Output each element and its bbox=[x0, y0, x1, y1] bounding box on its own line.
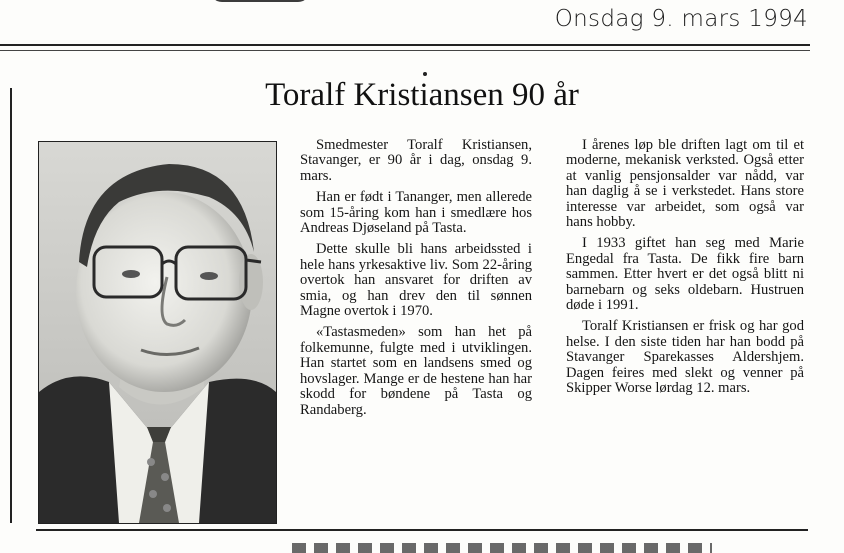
paragraph: Toralf Kristiansen er frisk og har god helse. I den siste tiden har han bodd på Stavanger Sparekasses Aldershjem. Dagen feires med slekt og venner på Skipper Worse lørdag 12. mars. bbox=[566, 318, 804, 397]
article-bottom-rule bbox=[36, 529, 808, 531]
next-article-fragment bbox=[292, 543, 712, 553]
header-rule-thin bbox=[0, 50, 810, 51]
paragraph: Smedmester Toralf Kristiansen, Stavanger, er 90 år i dag, onsdag 9. mars. bbox=[300, 137, 532, 184]
paragraph: Dette skulle bli hans arbeidssted i hele hans yrkesaktive liv. Som 22-åring overtok han ansvaret for driften av smia, og han drev den til sønnen Magne overtok i 1970. bbox=[300, 241, 532, 320]
article-column-2 bbox=[566, 138, 804, 403]
adjacent-column-border bbox=[10, 88, 12, 523]
paragraph: «Tastasmeden» som han het på folkemunne, fulgte med i utviklingen. Han startet som en landsens smed og hovslager. Mange er de hestene han har skodd for bøndene på Tasta og Randaberg. bbox=[300, 324, 532, 418]
paragraph: I årenes løp ble driften lagt om til et moderne, mekanisk verksted. Også etter at vanlig pensjonsalder var nådd, var han daglig å se i verkstedet. Hans store interesse var arbeidet, som også var hans hobby. bbox=[566, 137, 804, 231]
print-speck bbox=[423, 72, 427, 76]
issue-date: Onsdag 9. mars 1994 bbox=[554, 6, 808, 32]
paragraph: Han er født i Tananger, men allerede som 15-åring kom han i smedlære hos Andreas Djøseland på Tasta. bbox=[300, 189, 532, 237]
portrait-photo bbox=[38, 141, 277, 524]
article-headline: Toralf Kristiansen 90 år bbox=[265, 77, 579, 113]
previous-article-fragment bbox=[210, 0, 310, 2]
article-column-1 bbox=[300, 138, 532, 424]
portrait-illustration bbox=[39, 142, 276, 523]
header-rule bbox=[0, 44, 810, 46]
paragraph: I 1933 giftet han seg med Marie Engedal fra Tasta. De fikk fire barn sammen. Etter hvert er det også blitt ni barnebarn og seks oldebarn. Hustruen døde i 1991. bbox=[566, 235, 804, 314]
